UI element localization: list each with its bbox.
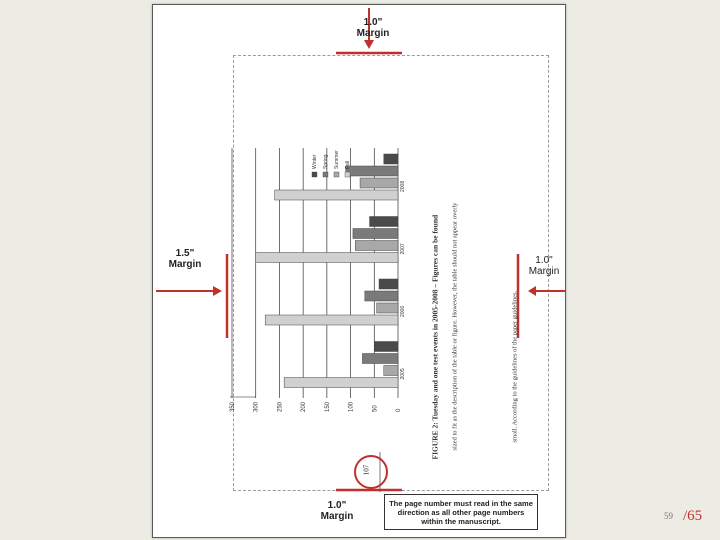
category-label: 2008 [400,180,406,192]
left-margin-value: 1.5" [175,248,195,259]
page-number: 107 [362,464,371,476]
figure-caption [430,142,519,460]
legend-label: Summer [334,150,340,169]
tick-label: 100 [348,401,355,412]
top-margin-label [350,17,396,39]
bar [353,229,398,239]
bar [265,315,398,325]
bar [360,178,398,188]
bar [379,279,398,289]
bar [284,378,398,388]
caption-line-1: FIGURE 2: Tuesday and one test events in 2005-2008 – Figures can be found [430,214,440,460]
bar [346,166,398,176]
left-margin-word: Margin [168,259,202,270]
bar [384,366,398,376]
bottom-margin-label [314,500,360,522]
legend-swatch [323,172,328,177]
tick-label: 150 [324,401,331,412]
caption-line-2: sized to fit as the description of the table or figure. However, the table should not appear overly [451,202,459,451]
category-label: 2006 [400,305,406,317]
bar [374,342,398,352]
slide-number: 59 [664,511,673,521]
bottom-margin-word: Margin [320,511,354,522]
top-margin-word: Margin [356,28,390,39]
left-margin-label [162,248,208,270]
right-margin-value: 1.0" [535,255,553,266]
tick-label: 50 [372,405,379,412]
tick-label: 300 [253,401,260,412]
page-number-note: The page number must read in the same direction as all other page numbers within the manuscript. [384,494,538,530]
right-margin-label [524,255,564,277]
legend-label: Winter [312,154,318,169]
legend-label: Fall [345,160,351,169]
bar [256,253,398,263]
tick-label: 200 [301,401,308,412]
tick-label: 0 [396,408,402,412]
category-label: 2007 [400,243,406,255]
legend-swatch [312,172,317,177]
bar [362,354,398,364]
bar [275,190,398,200]
caption-line-3: small. According to the guidelines of the paper guidelines. [511,290,519,443]
slide-total: /65 [683,508,703,524]
category-label: 2005 [400,368,406,380]
tick-label: 250 [277,401,284,412]
top-margin-value: 1.0" [363,17,383,28]
bar [370,217,398,227]
bottom-margin-value: 1.0" [327,500,347,511]
legend-label: Spring [323,154,329,169]
bar [377,303,398,313]
tick-label: 350 [230,401,236,412]
legend-swatch [334,172,339,177]
right-margin-word: Margin [528,266,560,277]
bar [365,291,398,301]
bar [355,241,398,251]
legend-swatch [345,172,350,177]
bar [384,154,398,164]
